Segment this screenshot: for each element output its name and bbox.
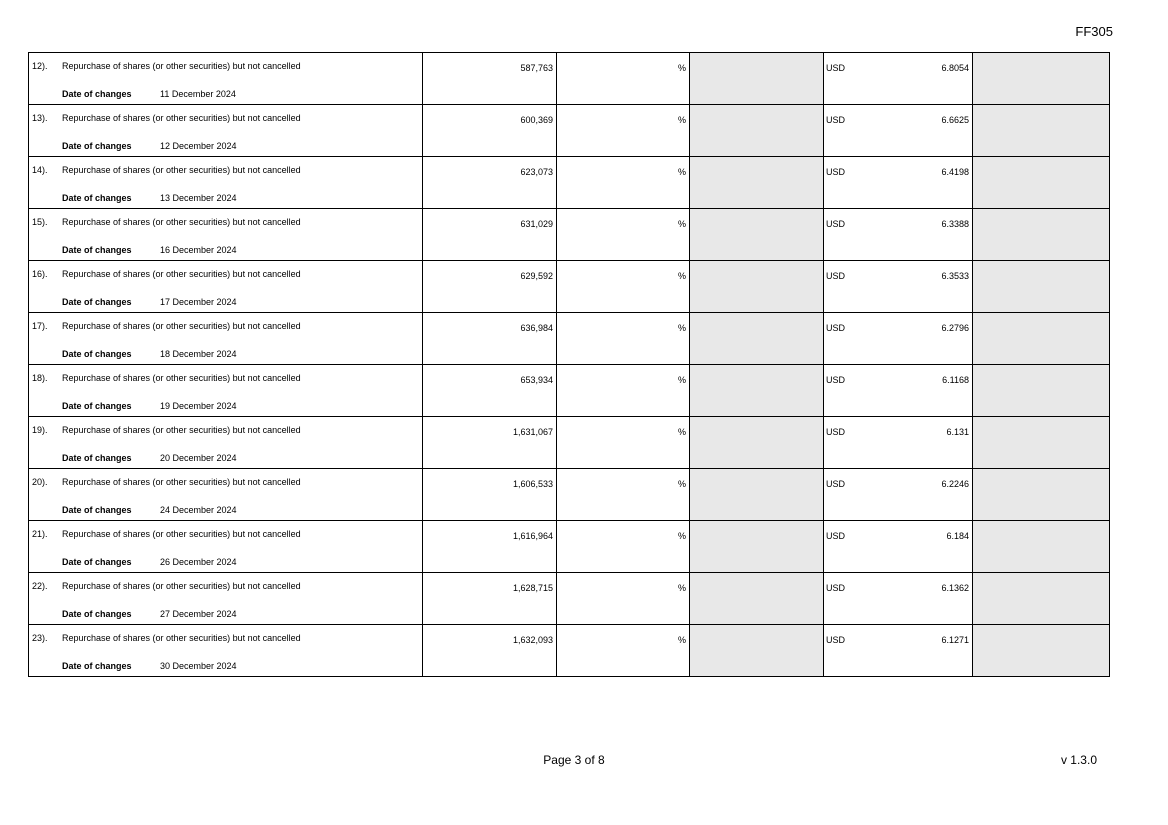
price-cell [824, 365, 973, 417]
shaded-cell [690, 521, 824, 573]
shaded-cell [690, 157, 824, 209]
shaded-cell [973, 157, 1110, 209]
percent-sign: % [677, 63, 686, 73]
shaded-cell [973, 417, 1110, 469]
percent-sign: % [677, 427, 686, 437]
table-row [29, 209, 1110, 261]
shares-cell [423, 105, 557, 157]
number-of-shares: 1,616,964 [512, 531, 553, 541]
shaded-cell [973, 469, 1110, 521]
date-of-changes-label: Date of changes [62, 89, 132, 99]
number-of-shares: 629,592 [520, 271, 553, 281]
date-of-changes-value: 12 December 2024 [160, 141, 237, 151]
price-cell [824, 157, 973, 209]
description-cell [29, 53, 423, 105]
number-of-shares: 1,628,715 [512, 583, 553, 593]
shares-cell [423, 417, 557, 469]
change-description: Repurchase of shares (or other securities) but not cancelled [62, 425, 301, 435]
shaded-cell [973, 365, 1110, 417]
number-of-shares: 636,984 [520, 323, 553, 333]
change-description: Repurchase of shares (or other securities) but not cancelled [62, 373, 301, 383]
percent-cell [557, 469, 690, 521]
currency: USD [826, 219, 846, 229]
shaded-cell [690, 53, 824, 105]
percent-sign: % [677, 271, 686, 281]
price-per-share: 6.4198 [941, 167, 969, 177]
table-row [29, 625, 1110, 677]
date-of-changes-label: Date of changes [62, 505, 132, 515]
table-row [29, 313, 1110, 365]
number-of-shares: 1,632,093 [512, 635, 553, 645]
row-number: 17). [32, 321, 48, 331]
table-row [29, 469, 1110, 521]
number-of-shares: 587,763 [520, 63, 553, 73]
description-cell [29, 157, 423, 209]
row-number: 12). [32, 61, 48, 71]
description-cell [29, 521, 423, 573]
currency: USD [826, 63, 846, 73]
shaded-cell [973, 209, 1110, 261]
percent-sign: % [677, 531, 686, 541]
change-description: Repurchase of shares (or other securities) but not cancelled [62, 269, 301, 279]
price-cell [824, 521, 973, 573]
currency: USD [826, 167, 846, 177]
percent-cell [557, 625, 690, 677]
date-of-changes-value: 13 December 2024 [160, 193, 237, 203]
percent-cell [557, 53, 690, 105]
price-cell [824, 53, 973, 105]
percent-sign: % [677, 219, 686, 229]
price-per-share: 6.1271 [941, 635, 969, 645]
shaded-cell [973, 625, 1110, 677]
change-description: Repurchase of shares (or other securities) but not cancelled [62, 477, 301, 487]
row-number: 18). [32, 373, 48, 383]
description-cell [29, 209, 423, 261]
percent-sign: % [677, 635, 686, 645]
row-number: 19). [32, 425, 48, 435]
shaded-cell [973, 261, 1110, 313]
date-of-changes-value: 11 December 2024 [160, 89, 236, 99]
date-of-changes-label: Date of changes [62, 453, 132, 463]
percent-sign: % [677, 323, 686, 333]
date-of-changes-label: Date of changes [62, 141, 132, 151]
row-number: 20). [32, 477, 48, 487]
currency: USD [826, 531, 846, 541]
shaded-cell [973, 313, 1110, 365]
currency: USD [826, 427, 846, 437]
shaded-cell [973, 105, 1110, 157]
description-cell [29, 313, 423, 365]
shaded-cell [973, 53, 1110, 105]
row-number: 22). [32, 581, 48, 591]
number-of-shares: 600,369 [520, 115, 553, 125]
form-code: FF305 [1075, 24, 1113, 39]
shares-cell [423, 521, 557, 573]
percent-cell [557, 105, 690, 157]
currency: USD [826, 115, 846, 125]
percent-sign: % [677, 167, 686, 177]
percent-cell [557, 365, 690, 417]
percent-cell [557, 573, 690, 625]
date-of-changes-label: Date of changes [62, 349, 132, 359]
shaded-cell [690, 625, 824, 677]
price-per-share: 6.3388 [941, 219, 969, 229]
date-of-changes-value: 27 December 2024 [160, 609, 237, 619]
shaded-cell [690, 209, 824, 261]
shares-cell [423, 625, 557, 677]
shaded-cell [973, 521, 1110, 573]
table-row [29, 105, 1110, 157]
date-of-changes-value: 16 December 2024 [160, 245, 237, 255]
price-cell [824, 573, 973, 625]
price-per-share: 6.1362 [941, 583, 969, 593]
shares-cell [423, 53, 557, 105]
description-cell [29, 625, 423, 677]
number-of-shares: 623,073 [520, 167, 553, 177]
date-of-changes-value: 17 December 2024 [160, 297, 237, 307]
date-of-changes-label: Date of changes [62, 193, 132, 203]
number-of-shares: 1,606,533 [512, 479, 553, 489]
table-row [29, 573, 1110, 625]
percent-cell [557, 157, 690, 209]
price-per-share: 6.6625 [941, 115, 969, 125]
shaded-cell [690, 313, 824, 365]
price-per-share: 6.2796 [941, 323, 969, 333]
table-row [29, 365, 1110, 417]
number-of-shares: 631,029 [520, 219, 553, 229]
shaded-cell [690, 365, 824, 417]
date-of-changes-value: 18 December 2024 [160, 349, 237, 359]
currency: USD [826, 375, 846, 385]
price-cell [824, 313, 973, 365]
shares-cell [423, 313, 557, 365]
description-cell [29, 573, 423, 625]
shares-cell [423, 573, 557, 625]
change-description: Repurchase of shares (or other securities) but not cancelled [62, 217, 301, 227]
price-cell [824, 105, 973, 157]
shaded-cell [690, 261, 824, 313]
page-number: Page 3 of 8 [543, 753, 605, 767]
date-of-changes-label: Date of changes [62, 245, 132, 255]
percent-cell [557, 209, 690, 261]
change-description: Repurchase of shares (or other securities) but not cancelled [62, 321, 301, 331]
table-row [29, 261, 1110, 313]
date-of-changes-label: Date of changes [62, 297, 132, 307]
date-of-changes-label: Date of changes [62, 661, 132, 671]
shares-cell [423, 209, 557, 261]
price-cell [824, 209, 973, 261]
shaded-cell [690, 573, 824, 625]
percent-cell [557, 417, 690, 469]
date-of-changes-value: 30 December 2024 [160, 661, 237, 671]
price-per-share: 6.1168 [942, 375, 969, 385]
percent-sign: % [677, 375, 686, 385]
currency: USD [826, 635, 846, 645]
date-of-changes-value: 24 December 2024 [160, 505, 237, 515]
change-description: Repurchase of shares (or other securities) but not cancelled [62, 113, 301, 123]
date-of-changes-label: Date of changes [62, 609, 132, 619]
currency: USD [826, 271, 846, 281]
change-description: Repurchase of shares (or other securities) but not cancelled [62, 529, 301, 539]
price-cell [824, 469, 973, 521]
shares-cell [423, 157, 557, 209]
shares-cell [423, 469, 557, 521]
shares-cell [423, 365, 557, 417]
table-row [29, 521, 1110, 573]
change-description: Repurchase of shares (or other securities) but not cancelled [62, 581, 301, 591]
shaded-cell [690, 105, 824, 157]
price-per-share: 6.2246 [941, 479, 969, 489]
price-cell [824, 261, 973, 313]
number-of-shares: 1,631,067 [512, 427, 553, 437]
date-of-changes-label: Date of changes [62, 557, 132, 567]
shaded-cell [973, 573, 1110, 625]
row-number: 23). [32, 633, 48, 643]
currency: USD [826, 479, 846, 489]
shares-cell [423, 261, 557, 313]
change-description: Repurchase of shares (or other securities) but not cancelled [62, 61, 301, 71]
price-per-share: 6.8054 [941, 63, 969, 73]
version-label: v 1.3.0 [1060, 753, 1097, 767]
shaded-cell [690, 417, 824, 469]
date-of-changes-value: 20 December 2024 [160, 453, 237, 463]
price-per-share: 6.184 [946, 531, 969, 541]
row-number: 15). [32, 217, 48, 227]
table-row [29, 53, 1110, 105]
description-cell [29, 261, 423, 313]
currency: USD [826, 583, 846, 593]
number-of-shares: 653,934 [520, 375, 553, 385]
description-cell [29, 365, 423, 417]
percent-sign: % [677, 479, 686, 489]
row-number: 14). [32, 165, 48, 175]
price-cell [824, 417, 973, 469]
table-row [29, 417, 1110, 469]
price-per-share: 6.3533 [941, 271, 969, 281]
date-of-changes-label: Date of changes [62, 401, 132, 411]
percent-cell [557, 313, 690, 365]
table-row [29, 157, 1110, 209]
price-cell [824, 625, 973, 677]
percent-sign: % [677, 583, 686, 593]
price-per-share: 6.131 [946, 427, 969, 437]
description-cell [29, 105, 423, 157]
description-cell [29, 417, 423, 469]
row-number: 13). [32, 113, 48, 123]
change-description: Repurchase of shares (or other securities) but not cancelled [62, 633, 301, 643]
change-description: Repurchase of shares (or other securities) but not cancelled [62, 165, 301, 175]
description-cell [29, 469, 423, 521]
row-number: 16). [32, 269, 48, 279]
percent-sign: % [677, 115, 686, 125]
date-of-changes-value: 26 December 2024 [160, 557, 237, 567]
row-number: 21). [32, 529, 48, 539]
percent-cell [557, 521, 690, 573]
percent-cell [557, 261, 690, 313]
date-of-changes-value: 19 December 2024 [160, 401, 237, 411]
currency: USD [826, 323, 846, 333]
shaded-cell [690, 469, 824, 521]
table-body [29, 53, 1110, 677]
share-repurchase-table [28, 52, 1110, 677]
